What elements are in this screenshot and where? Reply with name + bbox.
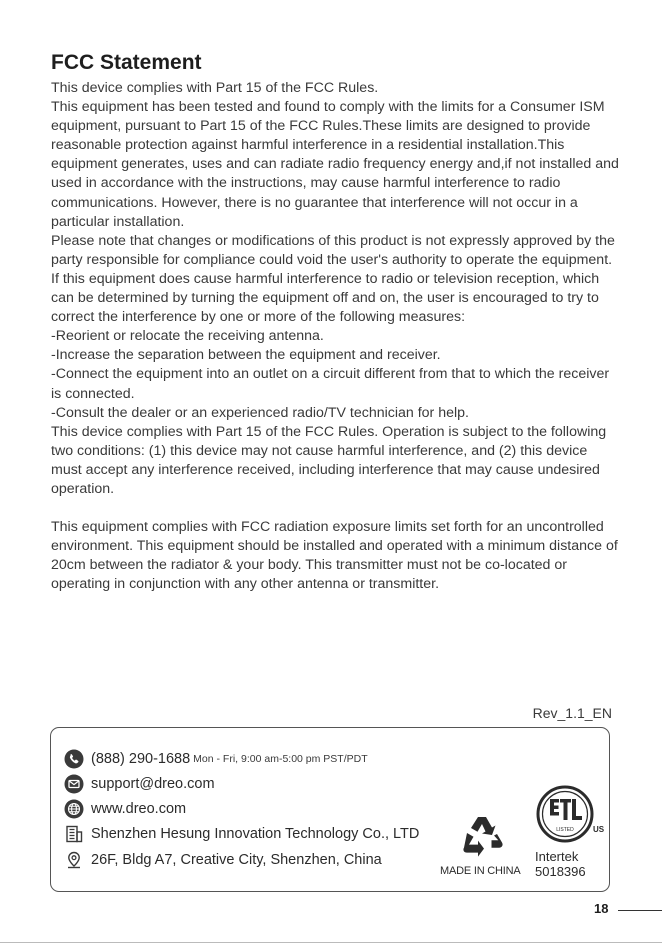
contact-phone-row [64, 749, 368, 769]
phone-icon [64, 749, 84, 769]
etl-listed-text: LISTED [556, 827, 574, 833]
fcc-statement-body [51, 79, 621, 594]
bottom-divider [0, 942, 662, 943]
measure-reorient: -Reorient or relocate the receiving antenna. [51, 328, 324, 345]
measure-outlet: -Connect the equipment into an outlet on a circuit different from that to which the receiver is connected. [51, 366, 610, 402]
company-name: Shenzhen Hesung Innovation Technology Co., LTD [91, 826, 420, 842]
contact-box [50, 727, 610, 892]
support-email[interactable]: support@dreo.com [91, 776, 215, 792]
measure-consult: -Consult the dealer or an experienced radio/TV technician for help. [51, 404, 469, 421]
paragraph-part15: This device complies with Part 15 of the FCC Rules. [51, 80, 379, 96]
page-number-rule [618, 910, 662, 911]
measure-separation: -Increase the separation between the equipment and receiver. [51, 347, 441, 364]
paragraph-interference: If this equipment does cause harmful interference to radio or television reception, which can be determined by turning the equipment off and on, the user is encouraged to try to correct the interference by one or more of the following measures: [51, 270, 600, 326]
page-number: 18 [594, 901, 609, 916]
globe-icon [64, 799, 84, 819]
location-icon [64, 850, 84, 870]
etl-country-text: US [593, 825, 605, 834]
etl-listed-logo [535, 783, 605, 848]
contact-website-row [64, 799, 186, 819]
contact-address-row [64, 850, 382, 870]
certification-text [535, 849, 586, 879]
page-title: FCC Statement [51, 51, 202, 74]
paragraph-conditions: This device complies with Part 15 of the FCC Rules. Operation is subject to the following two conditions: (1) this device may not cause harmful interference, and (2) this device must accept any interference received, including interference that may cause undesired operation. [51, 423, 607, 497]
contact-email-row [64, 774, 215, 794]
paragraph-rf-exposure: This equipment complies with FCC radiation exposure limits set forth for an uncontrolled environment. This equipment should be installed and operated with a minimum distance of 20cm between the radiator & your body. This transmitter must not be co-located or operating in conjunction with any other antenna or transmitter. [51, 519, 618, 593]
paragraph-modifications: Please note that changes or modifications of this product is not expressly approved by the party responsible for compliance could void the user's authority to operate the equipment. [51, 232, 615, 268]
paragraph-limits: This equipment has been tested and found to comply with the limits for a Consumer ISM equipment, pursuant to Part 15 of the FCC Rules.These limits are designed to provide reasonable protection against harmful interference in a residential installation.This equipment generates, uses and can radiate radio frequency energy and,if not installed and used in accordance with the instructions, may cause harmful interference to radio communications. However, there is no guarantee that interference will not occur in a particular installation. [51, 99, 619, 230]
email-icon [64, 774, 84, 794]
company-address: 26F, Bldg A7, Creative City, Shenzhen, China [91, 852, 382, 868]
building-icon [64, 824, 84, 844]
made-in-label: MADE IN CHINA [440, 865, 521, 877]
revision-label: Rev_1.1_EN [532, 705, 612, 721]
certification-lab: Intertek [535, 849, 579, 864]
certification-number: 5018396 [535, 864, 586, 879]
paragraph-spacer [51, 499, 621, 518]
contact-company-row [64, 824, 419, 844]
phone-number[interactable]: (888) 290-1688 [91, 751, 191, 767]
recycle-icon [457, 814, 507, 860]
support-hours: Mon - Fri, 9:00 am-5:00 pm PST/PDT [193, 753, 368, 765]
website-link[interactable]: www.dreo.com [91, 801, 187, 817]
